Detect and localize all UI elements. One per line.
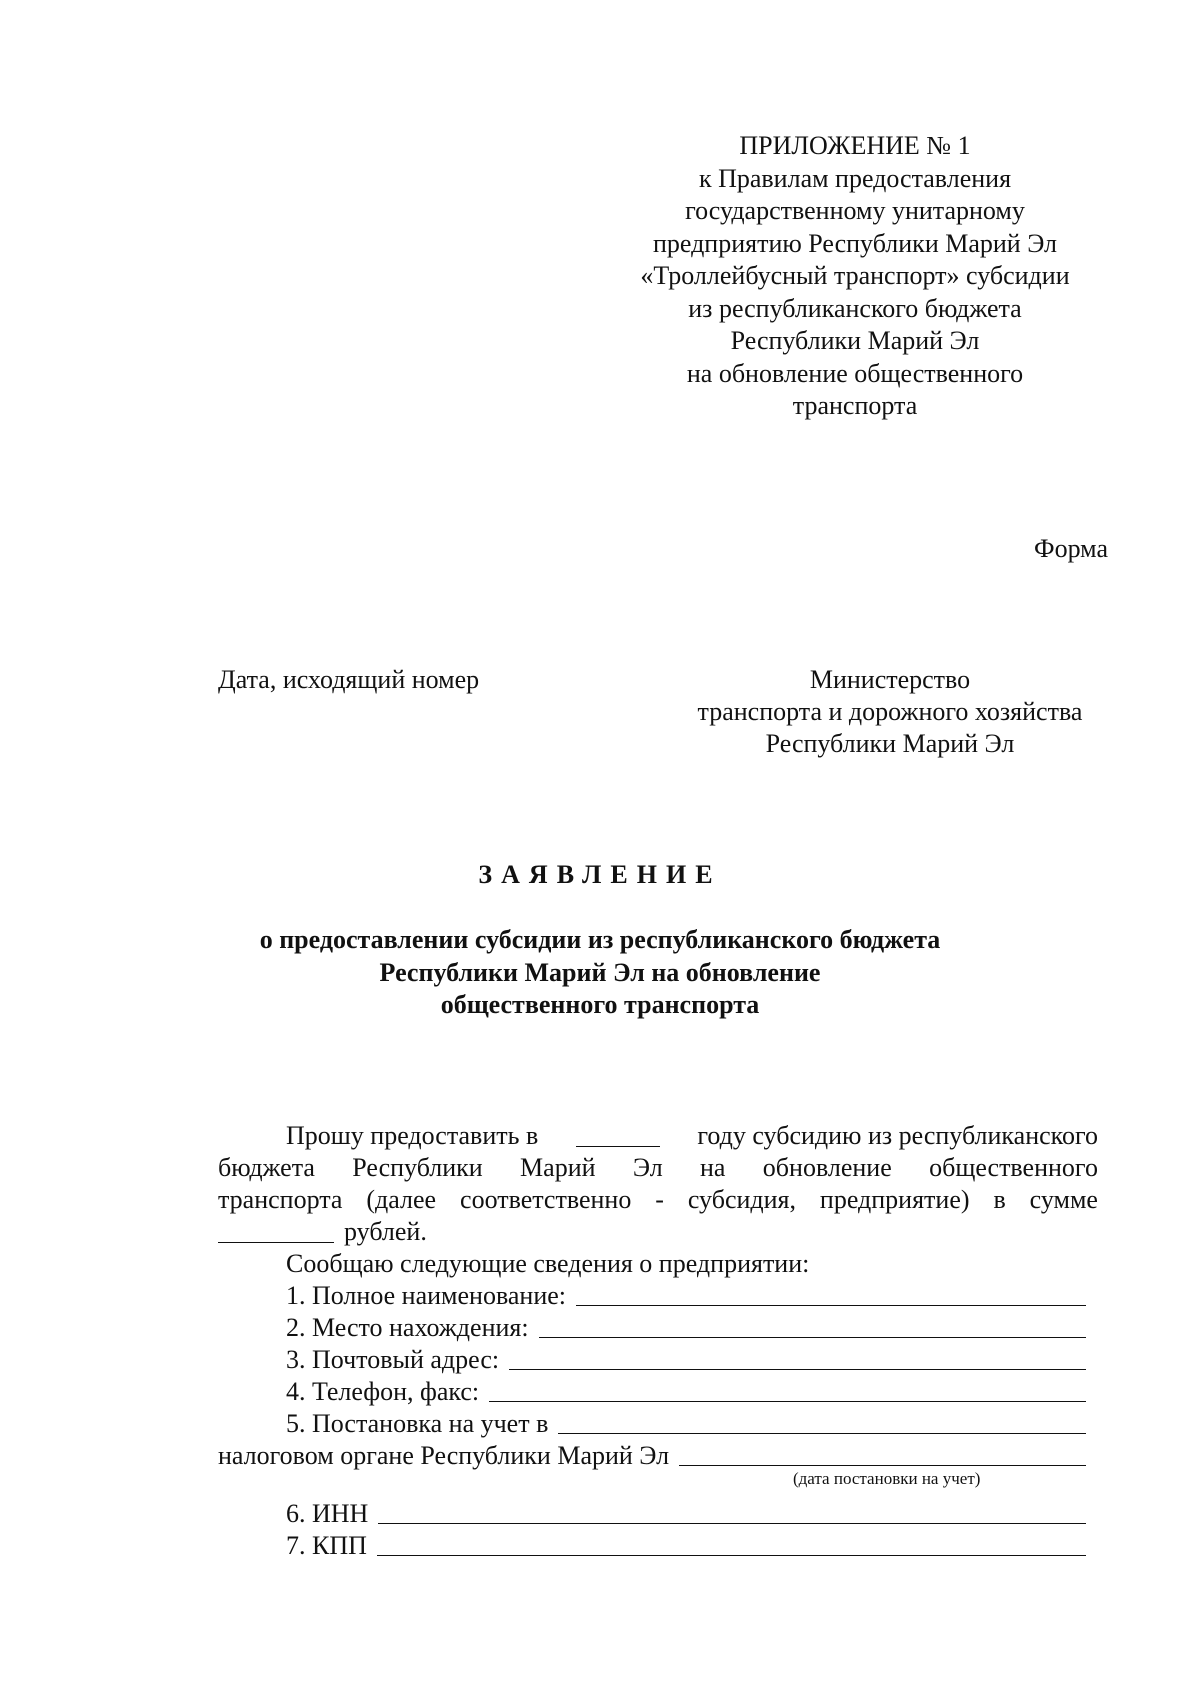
postal-address-blank-line[interactable] — [509, 1369, 1086, 1370]
appendix-line: к Правилам предоставления — [698, 163, 1012, 193]
details-intro-text: Сообщаю следующие сведения о предприятии: — [286, 1249, 810, 1278]
appendix-line: Республики Марий Эл — [730, 326, 980, 355]
word: Эл — [632, 1153, 663, 1182]
kpp-blank-line[interactable] — [377, 1555, 1086, 1556]
field-postal-address — [218, 1344, 1098, 1376]
paragraph-line — [218, 1216, 1098, 1248]
appendix-line: «Троллейбусный транспорт» субсидии — [640, 261, 1070, 290]
field-kpp — [218, 1530, 1098, 1562]
word: общественного — [929, 1153, 1098, 1182]
word: в — [993, 1185, 1006, 1214]
phone-fax-blank-line[interactable] — [489, 1401, 1086, 1402]
registration-date-hint: (дата постановки на учет) — [793, 1469, 981, 1488]
word: Республики — [352, 1153, 483, 1182]
subtitle-line: Республики Марий Эл на обновление — [379, 957, 821, 987]
full-name-blank-line[interactable] — [576, 1305, 1086, 1306]
request-text-end: году субсидию из республиканского — [697, 1121, 1098, 1150]
document-title: ЗАЯВЛЕНИЕ — [478, 860, 722, 889]
appendix-line: на обновление общественного — [686, 358, 1024, 388]
recipient-block — [680, 664, 1100, 760]
subtitle-line: о предоставлении субсидии из республиканского бюджета — [259, 925, 941, 954]
appendix-line: предприятию Республики Марий Эл — [652, 228, 1058, 258]
recipient-line: транспорта и дорожного хозяйства — [697, 697, 1083, 726]
field-tax-registration — [218, 1408, 1098, 1440]
request-text-start: Прошу предоставить в — [286, 1121, 539, 1150]
word: бюджета — [218, 1153, 315, 1182]
tax-registration-blank-line[interactable] — [558, 1433, 1086, 1434]
recipient-line: Республики Марий Эл — [765, 729, 1015, 758]
inn-blank-line[interactable] — [378, 1523, 1086, 1524]
word: (далее — [366, 1185, 437, 1214]
paragraph-line — [218, 1152, 1098, 1184]
year-blank-field[interactable] — [576, 1120, 660, 1147]
currency-label: рублей. — [344, 1217, 427, 1246]
form-label: Форма — [1034, 534, 1108, 563]
field-location — [218, 1312, 1098, 1344]
appendix-line: из республиканского бюджета — [688, 293, 1022, 323]
word: предприятие) — [819, 1185, 970, 1214]
word: обновление — [762, 1153, 892, 1182]
field-inn — [218, 1498, 1098, 1530]
amount-blank-field[interactable] — [218, 1216, 334, 1243]
field-label: 3. Почтовый адрес: — [286, 1345, 500, 1374]
field-label: 5. Постановка на учет в — [286, 1409, 549, 1438]
paragraph-line — [218, 1120, 1098, 1152]
hint-row — [218, 1469, 1098, 1498]
location-blank-line[interactable] — [539, 1337, 1086, 1338]
registration-date-blank-line[interactable] — [679, 1465, 1086, 1466]
enterprise-details — [218, 1248, 1098, 1562]
field-phone-fax — [218, 1376, 1098, 1408]
field-label: 7. КПП — [286, 1531, 367, 1560]
document-subtitle — [200, 924, 1000, 1022]
appendix-header — [600, 130, 1110, 423]
word: на — [700, 1153, 726, 1182]
word: транспорта — [218, 1185, 343, 1214]
appendix-line: транспорта — [792, 391, 918, 420]
field-label: 1. Полное наименование: — [286, 1281, 567, 1310]
field-label: налоговом органе Республики Марий Эл — [218, 1441, 670, 1470]
field-label: 4. Телефон, факс: — [286, 1377, 480, 1406]
word: сумме — [1029, 1185, 1098, 1214]
date-number-label: Дата, исходящий номер — [218, 665, 480, 694]
details-intro — [218, 1248, 1098, 1280]
paragraph-line — [218, 1184, 1098, 1216]
appendix-line: ПРИЛОЖЕНИЕ № 1 — [739, 131, 971, 160]
request-paragraph — [218, 1120, 1098, 1248]
field-full-name — [218, 1280, 1098, 1312]
appendix-line: государственному унитарному — [685, 196, 1025, 225]
word: - — [655, 1185, 664, 1214]
word: субсидия, — [687, 1185, 796, 1214]
field-label: 6. ИНН — [286, 1499, 369, 1528]
subtitle-line: общественного транспорта — [440, 990, 760, 1019]
recipient-line: Министерство — [809, 665, 971, 694]
word: Марий — [520, 1153, 596, 1182]
word: соответственно — [460, 1185, 632, 1214]
field-label: 2. Место нахождения: — [286, 1313, 529, 1342]
